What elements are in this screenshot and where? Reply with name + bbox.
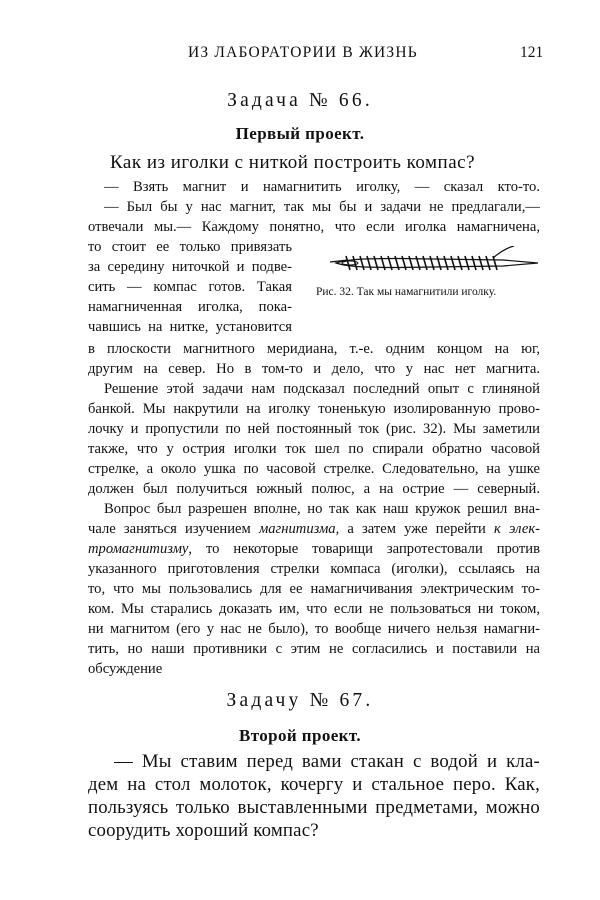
text-line: — Был бы у нас магнит, так мы бы и задачи не предлагали,— <box>104 199 540 215</box>
text-line: должен был получиться южный полюс, а на острие — северный. <box>88 481 540 497</box>
task-66-question: Как из иголки с ниткой построить компас? <box>110 152 476 173</box>
text-line: то стоит ее только привязать <box>88 239 292 255</box>
text-line: то, что мы пользовались для ее намагничивания электрическим то- <box>88 581 540 597</box>
magnetized-needle-figure <box>328 246 540 280</box>
task-67-subheading: Второй проект. <box>239 726 361 745</box>
text-line: ком. Мы старались доказать им, что если не пользоваться ни током, <box>88 601 540 617</box>
text-line: другим на север. Но в том-то и дело, что у нас нет магнита. <box>88 361 540 377</box>
text-line: в плоскости магнитного меридиана, т.-е. одним концом на юг, <box>88 341 540 357</box>
text-line: за середину ниточкой и подве- <box>88 259 292 275</box>
text-line: пользуясь только выставленными предметами, можно <box>88 797 540 818</box>
italic-term: тромагнитизму <box>88 541 189 557</box>
task-66-heading: Задача № 66. <box>227 90 373 111</box>
italic-term: магнитизма <box>258 521 336 537</box>
text-line: стрелке, а около ушка по часовой стрелке. Следовательно, на ушке <box>88 461 540 477</box>
text-line: сить — компас готов. Такая <box>88 279 292 295</box>
text-line: Решение этой задачи нам подсказал последний опыт с глиняной <box>104 381 540 397</box>
text-line: чавшись на нитке, установится <box>88 319 292 335</box>
text-line: намагниченная иголка, пока- <box>88 299 292 315</box>
running-header <box>0 44 600 66</box>
text-line: указанного приготовления стрелки компаса (иголки), ссылаясь на <box>88 561 540 577</box>
italic-term: к элек- <box>494 521 540 537</box>
needle-body <box>336 259 538 268</box>
text-line: Вопрос был разрешен вполне, но так как наш кружок решил вна- <box>104 501 540 517</box>
text-line: тить, но наши противники с этим не согласились и поставили на <box>88 641 540 657</box>
text-line: лочку и пропустили по ней постоянный ток (рис. 32). Мы заметили <box>88 421 540 437</box>
task-67-heading: Задачу № 67. <box>226 690 374 711</box>
wire-coil <box>346 256 497 270</box>
running-title: ИЗ ЛАБОРАТОРИИ В ЖИЗНЬ <box>188 44 418 61</box>
text-line: соорудить хороший компас? <box>88 820 319 841</box>
text-line: дем на стол молоток, кочергу и стальное перо. Как, <box>88 774 540 795</box>
wire-lead-right <box>493 246 514 258</box>
text-line: также, что у острия иголки ток шел по спирали обратно часовой <box>88 441 540 457</box>
page-number: 121 <box>520 44 544 61</box>
task-66-subheading: Первый проект. <box>235 124 365 143</box>
text-line: — Взять магнит и намагнитить иголку, — сказал кто-то. <box>104 179 540 195</box>
figure-caption: Рис. 32. Так мы намагнитили иголку. <box>316 286 497 298</box>
text-line: ни магнитом (его у нас не было), то вообще ничего нельзя намагни- <box>88 621 540 637</box>
text-line: тромагнитизму, то некоторые товарищи запротестовали против <box>88 541 540 557</box>
text-line: чале заняться изучением магнитизма, а затем уже перейти к элек- <box>88 521 540 537</box>
text-line: обсуждение <box>88 661 163 677</box>
text-line: — Мы ставим перед вами стакан с водой и кла- <box>114 751 540 772</box>
text-line: банкой. Мы накрутили на иголку тоненькую изолированную прово- <box>88 401 540 417</box>
text-line: отвечали мы.— Каждому понятно, что если иголка намагничена, <box>88 219 540 235</box>
